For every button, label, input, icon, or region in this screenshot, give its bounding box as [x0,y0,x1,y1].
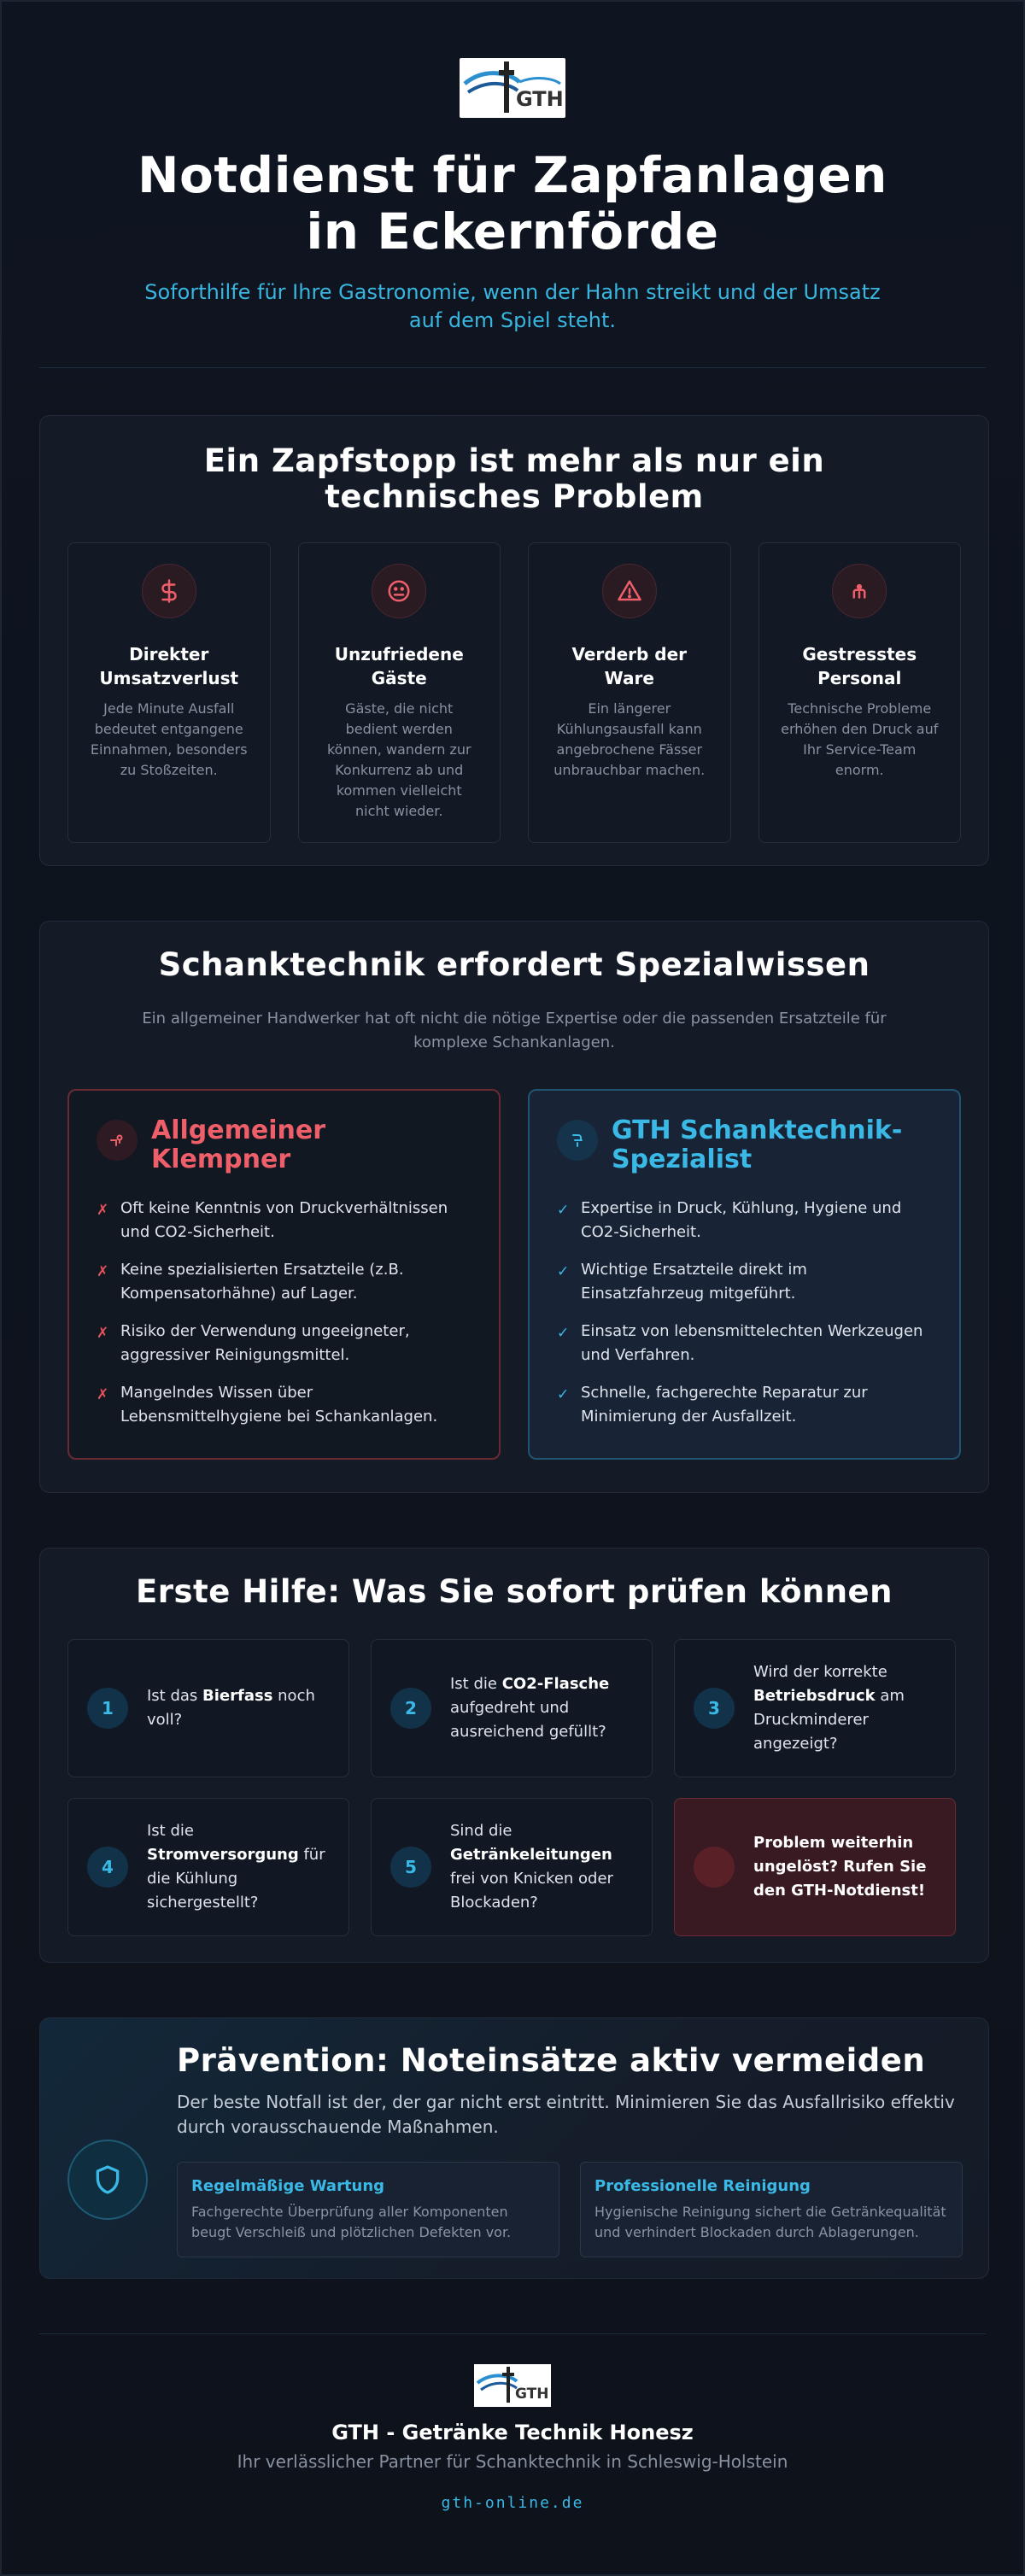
tap-icon [557,1120,598,1161]
tip-title: Professionelle Reinigung [594,2177,811,2195]
company-name: GTH - Getränke Technik Honesz [331,2421,694,2444]
svg-text:GTH: GTH [516,87,564,111]
list-item: ✓ Wichtige Ersatzteile direkt im Einsatzfahrzeug mitgeführt. [557,1258,932,1306]
specialist-title: GTH Schanktechnik-Spezialist [612,1115,903,1174]
frown-face-icon [372,564,426,618]
step-number: 2 [390,1688,431,1729]
tip-text: Fachgerechte Überprüfung aller Komponenten beugt Verschleiß und plötzlichen Defekten vor. [191,2204,512,2240]
tip-card [177,2162,559,2257]
page-title: Notdienst für Zapfanlagen in Eckernförde [138,146,887,261]
wrench-icon [97,1120,138,1161]
first-aid-title: Erste Hilfe: Was Sie sofort prüfen können [136,1573,893,1610]
staff-icon [832,564,887,618]
prevention-title: Prävention: Noteinsätze aktiv vermeiden [177,2042,926,2079]
problem-card [528,542,731,843]
problem-title: Ein Zapfstopp ist mehr als nur ein technisches Problem [203,442,825,515]
step-number: 5 [390,1847,431,1888]
problem-card-text: Technische Probleme erhöhen den Druck auf Ihr Service-Team enorm. [781,700,939,778]
step-text: Ist das Bierfass noch voll? [147,1687,315,1729]
footer [2,2364,1023,2512]
website-link[interactable]: gth-online.de [441,2494,584,2512]
hero-header [2,2,1023,368]
tip-title: Regelmäßige Wartung [191,2177,385,2195]
prevention-text: Der beste Notfall ist der, der gar nicht erst eintritt. Minimieren Sie das Ausfallrisiko effektiv durch vorausschauende Maßnahmen. [177,2092,955,2137]
list-item: ✗ Mangelndes Wissen über Lebensmittelhygiene bei Schankanlagen. [97,1381,472,1429]
check-icon: ✓ [557,1325,570,1342]
tip-text: Hygienische Reinigung sichert die Getränkequalität und verhindert Blockaden durch Ablagerungen. [594,2204,946,2240]
check-step [67,1639,349,1777]
expertise-title: Schanktechnik erfordert Spezialwissen [158,946,870,983]
page-subtitle: Soforthilfe für Ihre Gastronomie, wenn der Hahn streikt und der Umsatz auf dem Spiel steht. [144,280,881,332]
dollar-icon [142,564,196,618]
step-number: 1 [87,1688,128,1729]
step-text: Ist die CO2-Flasche aufgedreht und ausreichend gefüllt? [450,1675,610,1741]
specialist-box [528,1089,961,1460]
check-step [371,1798,653,1936]
plumber-list [97,1197,472,1429]
problem-card-title: Direkter Umsatzverlust [99,644,239,688]
company-tagline: Ihr verlässlicher Partner für Schanktechnik in Schleswig-Holstein [237,2451,788,2472]
comparison [40,1089,988,1460]
footer-logo [474,2364,551,2407]
step-text: Sind die Getränkeleitungen frei von Knicken oder Blockaden? [450,1822,613,1912]
list-item: ✗ Oft keine Kenntnis von Druckverhältnissen und CO2-Sicherheit. [97,1197,472,1244]
problem-card-text: Gäste, die nicht bedient werden können, wandern zur Konkurrenz ab und kommen vielleicht nicht wieder. [326,700,472,819]
shield-icon [67,2140,148,2220]
list-item: ✓ Einsatz von lebensmittelechten Werkzeugen und Verfahren. [557,1320,932,1367]
emergency-call-card[interactable] [674,1798,956,1936]
check-icon: ✓ [557,1202,570,1219]
check-grid [40,1639,988,1936]
problem-card-title: Verderb der Ware [571,644,688,688]
list-item: ✓ Schnelle, fachgerechte Reparatur zur Minimierung der Ausfallzeit. [557,1381,932,1429]
problem-section [39,415,989,866]
problem-cards [40,542,988,843]
step-text: Ist die Stromversorgung für die Kühlung sichergestellt? [147,1822,325,1912]
cross-icon: ✗ [97,1202,109,1219]
step-text: Wird der korrekte Betriebsdruck am Druckminderer angezeigt? [753,1663,905,1753]
problem-card-text: Ein längerer Kühlungsausfall kann angebrochene Fässer unbrauchbar machen. [554,700,706,778]
check-step [67,1798,349,1936]
plumber-title: Allgemeiner Klempner [151,1115,325,1174]
problem-card-title: Unzufriedene Gäste [334,644,464,688]
first-aid-section [39,1548,989,1963]
alert-dot-icon [694,1847,735,1888]
gth-logo [460,58,565,118]
specialist-list [557,1197,932,1429]
step-number: 4 [87,1847,128,1888]
tip-card [580,2162,963,2257]
cross-icon: ✗ [97,1386,109,1403]
expertise-section [39,921,989,1493]
cross-icon: ✗ [97,1325,109,1342]
list-item: ✗ Risiko der Verwendung ungeeigneter, aggressiver Reinigungsmittel. [97,1320,472,1367]
check-icon: ✓ [557,1263,570,1280]
cross-icon: ✗ [97,1263,109,1280]
problem-card [298,542,501,843]
step-number: 3 [694,1688,735,1729]
expertise-subtitle: Ein allgemeiner Handwerker hat oft nicht die nötige Expertise oder die passenden Ersatzteile für komplexe Schankanlagen. [142,1010,887,1051]
list-item: ✓ Expertise in Druck, Kühlung, Hygiene und CO2-Sicherheit. [557,1197,932,1244]
list-item: ✗ Keine spezialisierten Ersatzteile (z.B. Kompensatorhähne) auf Lager. [97,1258,472,1306]
problem-card-text: Jede Minute Ausfall bedeutet entgangene Einnahmen, besonders zu Stoßzeiten. [90,700,248,778]
check-step [674,1639,956,1777]
problem-card [67,542,271,843]
prevention-section [39,2017,989,2279]
check-step [371,1639,653,1777]
problem-card-title: Gestresstes Personal [802,644,917,688]
warning-icon [602,564,657,618]
prevention-tips [177,2162,963,2257]
check-icon: ✓ [557,1386,570,1403]
emergency-call-text: Problem weiterhin ungelöst? Rufen Sie den GTH-Notdienst! [753,1834,927,1900]
problem-card [758,542,962,843]
footer-divider [39,2333,986,2334]
svg-text:GTH: GTH [515,2386,549,2403]
divider [39,367,986,368]
plumber-box [67,1089,501,1460]
